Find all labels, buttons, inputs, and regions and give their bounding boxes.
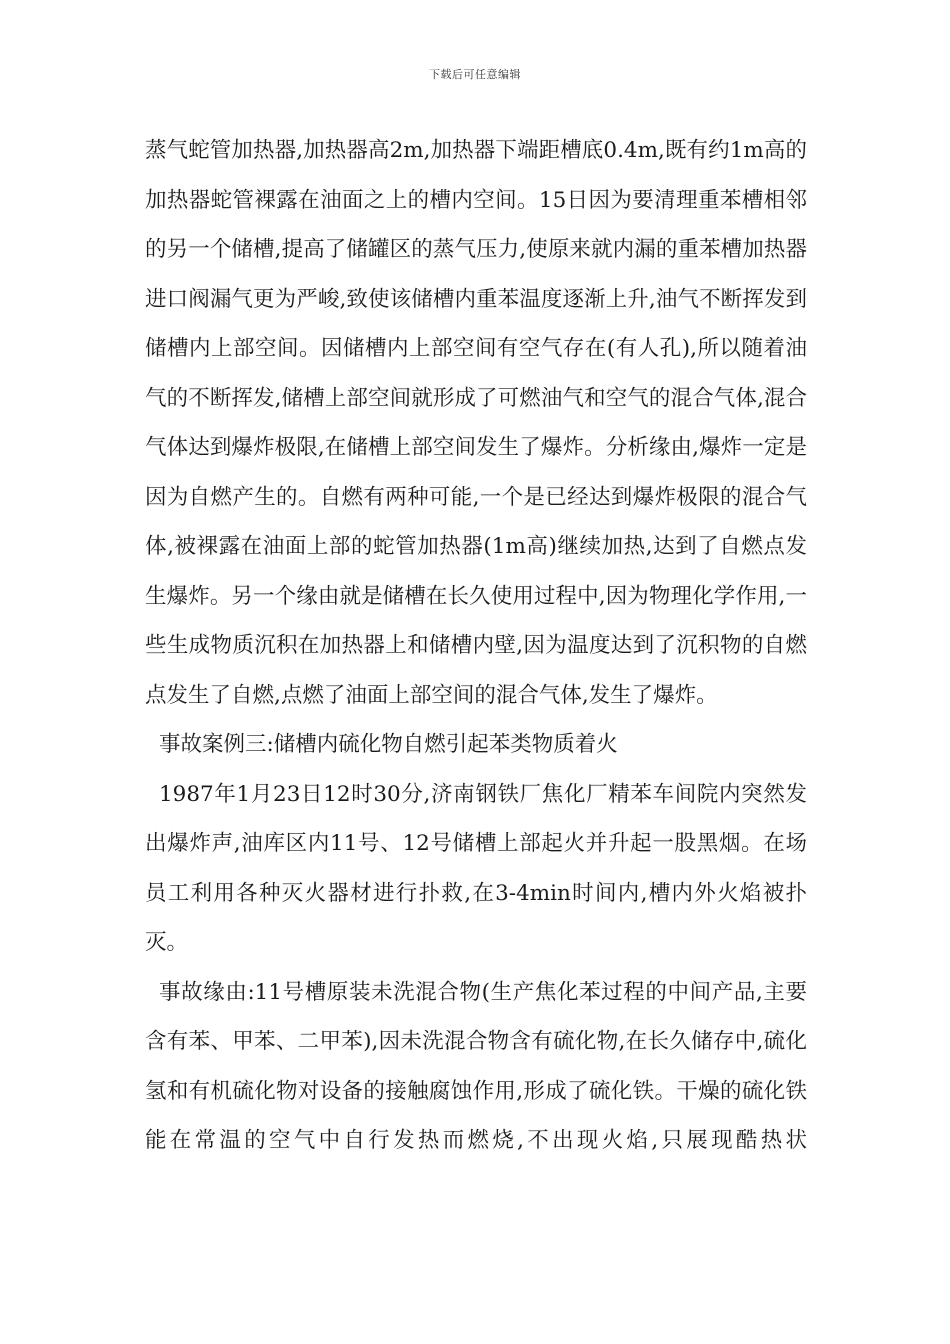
section-heading-case-three: 事故案例三:储槽内硫化物自燃引起苯类物质着火: [159, 732, 618, 757]
paragraph-heater-explosion: 蒸气蛇管加热器,加热器高2m,加热器下端距槽底0.4m,既有约1m高的加热器蛇管裸露在油面之上的槽内空间。15日因为要清理重苯槽相邻的另一个储槽,提高了储罐区的蒸气压力,使原来就内漏的重苯槽加热器进口阀漏气更为严峻,致使该储槽内重苯温度逐渐上升,油气不断挥发到储槽内上部空间。因储槽内上部空间有空气存在(有人孔),所以随着油气的不断挥发,储槽上部空间就形成了可燃油气和空气的混合气体,混合气体达到爆炸极限,在储槽上部空间发生了爆炸。分析缘由,爆炸一定是因为自燃产生的。自燃有两种可能,一个是已经达到爆炸极限的混合气体,被裸露在油面上部的蛇管加热器(1m高)继续加热,达到了自燃点发生爆炸。另一个缘由就是储槽在长久使用过程中,因为物理化学作用,一些生成物质沉积在加热器上和储槽内壁,因为温度达到了沉积物的自燃点发生了自燃,点燃了油面上部空间的混合气体,发生了爆炸。: [145, 138, 807, 708]
paragraph-jinan-incident: 1987年1月23日12时30分,济南钢铁厂焦化厂精苯车间院内突然发出爆炸声,油库区内11号、12号储槽上部起火并升起一股黑烟。在场员工利用各种灭火器材进行扑救,在3-4min时间内,槽内外火焰被扑灭。: [145, 781, 807, 955]
page-header: 下载后可任意编辑: [429, 68, 521, 81]
paragraph-accident-cause: 事故缘由:11号槽原装未洗混合物(生产焦化苯过程的中间产品,主要含有苯、甲苯、二甲苯),因未洗混合物含有硫化物,在长久储存中,硫化氢和有机硫化物对设备的接触腐蚀作用,形成了硫化铁。干燥的硫化铁能在常温的空气中自行发热而燃烧,不出现火焰,只展现酷热状: [145, 979, 807, 1153]
document-body: [145, 126, 807, 1166]
